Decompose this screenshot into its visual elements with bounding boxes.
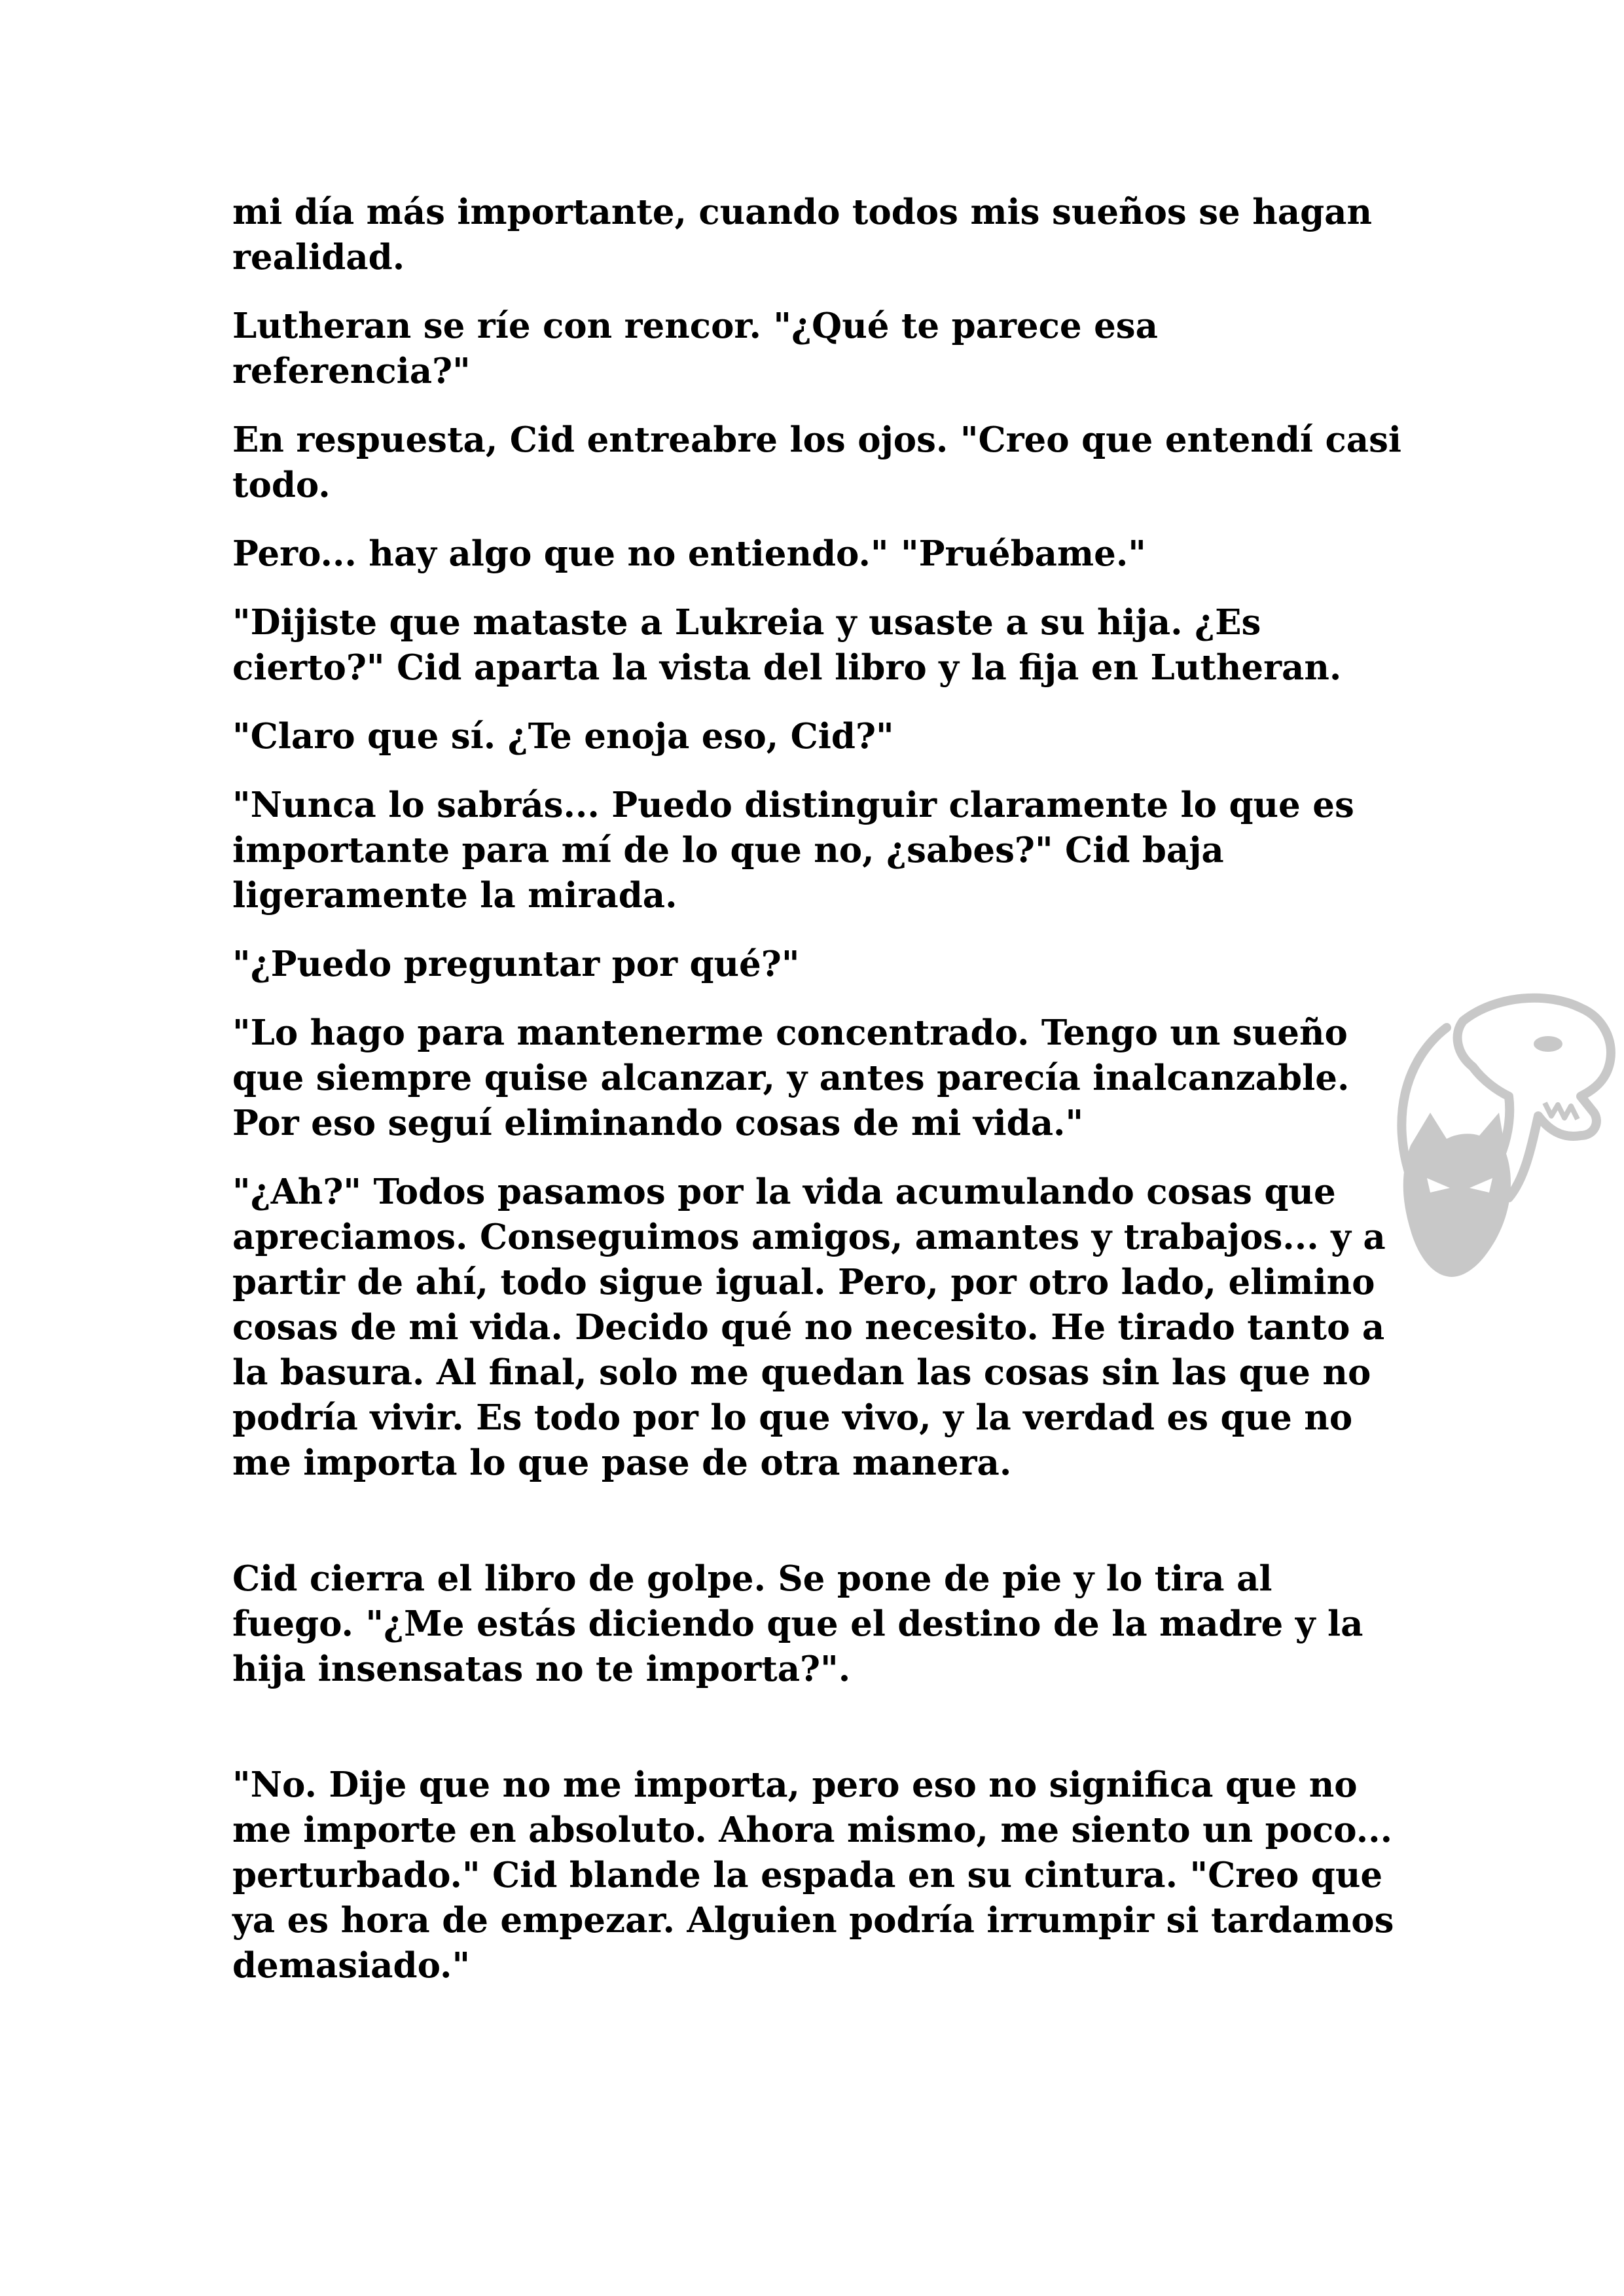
paragraph: "¿Ah?" Todos pasamos por la vida acumulando cosas que apreciamos. Conseguimos amigos, amantes y trabajos... y a partir de ahí, todo sigue igual. Pero, por otro lado, elimino cosas de mi vida. Decido qué no necesito. He tirado tanto a la basura. Al final, solo me quedan las cosas sin las que no podría vivir. Es todo por lo que vivo, y la verdad es que no me importa lo que pase de otra manera. [232,1172,1386,1483]
paragraph: "No. Dije que no me importa, pero eso no significa que no me importe en absoluto. Ahora mismo, me siento un poco... perturbado." Cid blande la espada en su cintura. "Creo que ya es hora de empezar. Alguien podría irrumpir si tardamos demasiado." [232,1765,1394,1986]
paragraph: mi día más importante, cuando todos mis sueños se hagan realidad. [232,192,1373,278]
dinosaur-eye-shape [1534,1036,1562,1052]
paragraph: "Lo hago para mantenerme concentrado. Tengo un sueño que siempre quise alcanzar, y antes parecía inalcanzable. Por eso seguí eliminando cosas de mi vida." [232,1013,1350,1143]
paragraph: "Claro que sí. ¿Te enoja eso, Cid?" [232,716,894,757]
paragraph: "Nunca lo sabrás... Puedo distinguir claramente lo que es importante para mí de lo que no, ¿sabes?" Cid baja ligeramente la mirada. [232,785,1354,916]
dinosaur-demon-logo-icon [1384,982,1617,1289]
paragraph: "¿Puedo preguntar por qué?" [232,944,800,984]
paragraph: Cid cierra el libro de golpe. Se pone de pie y lo tira al fuego. "¿Me estás diciendo que el destino de la madre y la hija insensatas no te importa?". [232,1558,1363,1689]
paragraph: "Dijiste que mataste a Lukreia y usaste a su hija. ¿Es cierto?" Cid aparta la vista del libro y la fija en Lutheran. [232,602,1342,688]
demon-face-shape [1403,1113,1511,1277]
paragraph: Lutheran se ríe con rencor. "¿Qué te parece esa referencia?" [232,306,1158,391]
text-body [232,190,1404,2012]
paragraph-spacer [232,1509,1404,1556]
paragraph: En respuesta, Cid entreabre los ojos. "Creo que entendí casi todo. [232,420,1402,505]
dinosaur-teeth-shape [1545,1103,1578,1119]
paragraph: Pero... hay algo que no entiendo." "Pruébame." [232,533,1146,574]
paragraph-spacer [232,1715,1404,1763]
